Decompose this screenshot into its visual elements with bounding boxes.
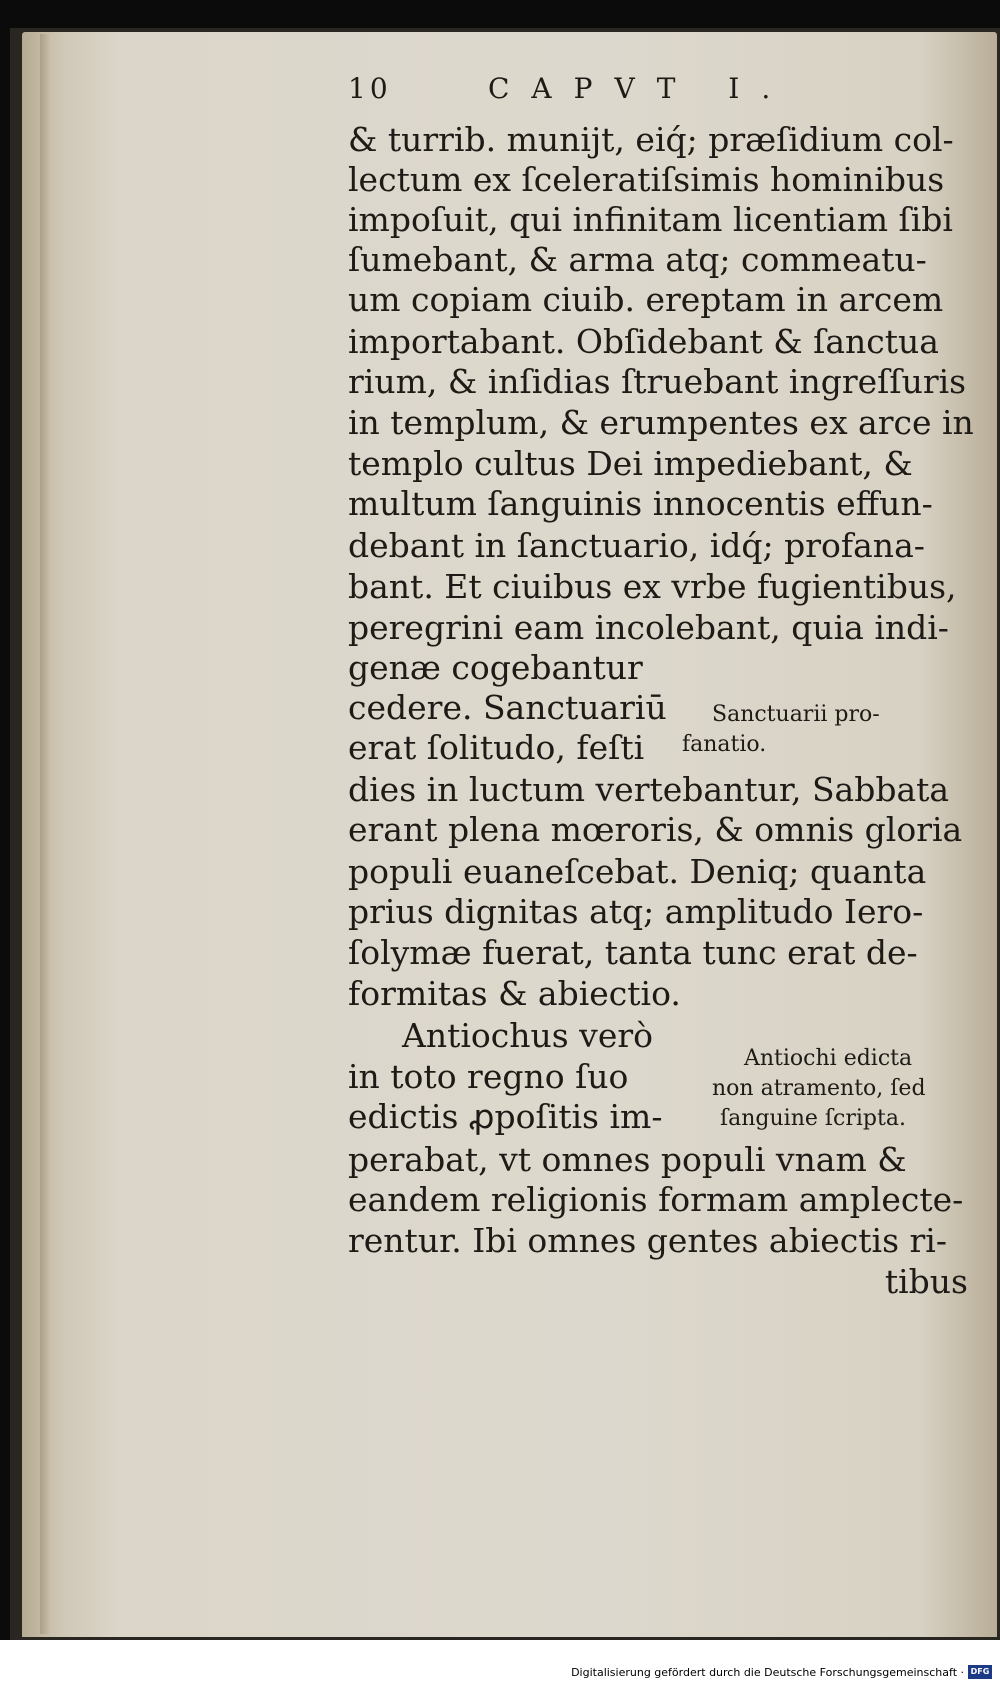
text-line: edictis ꝓpoſitis im-	[348, 1097, 663, 1136]
text-line: prius dignitas atq; amplitudo Iero-	[348, 892, 924, 931]
text-line: rium, & inſidias ſtruebant ingreſſuris	[348, 362, 967, 401]
text-line: ſumebant, & arma atq; commeatu-	[348, 240, 927, 279]
chapter-heading: CAPVT I.	[488, 72, 793, 105]
text-line: erant plena mœroris, & omnis gloria	[348, 810, 963, 849]
text-line: in templum, & erumpentes ex arce in	[348, 403, 974, 442]
text-line: erat ſolitudo, feſti	[348, 728, 645, 767]
text-line: perabat, vt omnes populi vnam &	[348, 1140, 907, 1179]
text-line: eandem religionis formam amplecte-	[348, 1180, 964, 1219]
text-line: ſolymæ fuerat, tanta tunc erat de-	[348, 933, 918, 972]
dfg-logo-icon: DFG	[968, 1665, 992, 1679]
margin-note-line: non atramento, ſed	[712, 1076, 926, 1101]
funding-credit: Digitalisierung gefördert durch die Deutsche Forschungsgemeinschaft ·	[571, 1666, 964, 1679]
text-line: importabant. Obſidebant & ſanctua	[348, 322, 939, 361]
margin-note-line: fanatio.	[682, 732, 767, 757]
margin-note	[682, 700, 880, 760]
text-line: rentur. Ibi omnes gentes abiectis ri-	[348, 1221, 947, 1260]
text-line: templo cultus Dei impediebant, &	[348, 444, 913, 483]
text-line: debant in ſanctuario, idq́; profana-	[348, 526, 925, 565]
text-line: genæ cogebantur	[348, 648, 643, 687]
text-line: formitas & abiectio.	[348, 974, 681, 1013]
margin-note-line: Antiochi edicta	[744, 1046, 913, 1071]
page-number: 10	[348, 72, 392, 105]
text-line: impoſuit, qui infinitam licentiam ſibi	[348, 200, 953, 239]
margin-note	[712, 1044, 926, 1134]
text-line: dies in luctum vertebantur, Sabbata	[348, 770, 950, 809]
text-line: Antiochus verò	[402, 1016, 653, 1055]
text-line: cedere. Sanctuariū	[348, 688, 667, 727]
running-head	[348, 72, 828, 112]
text-line: lectum ex ſceleratiſsimis hominibus	[348, 160, 945, 199]
catchword: tibus	[884, 1262, 968, 1301]
text-line: multum ſanguinis innocentis effun-	[348, 484, 933, 523]
text-line: populi euaneſcebat. Deniq; quanta	[348, 852, 927, 891]
page-gutter	[40, 34, 52, 1634]
text-line: in toto regno ſuo	[348, 1057, 629, 1096]
margin-note-line: Sanctuarii pro-	[712, 702, 880, 727]
text-line: bant. Et ciuibus ex vrbe fugientibus,	[348, 567, 957, 606]
text-line: um copiam ciuib. ereptam in arcem	[348, 280, 944, 319]
text-line: peregrini eam incolebant, quia indi-	[348, 608, 949, 647]
footer	[0, 1660, 1000, 1693]
margin-note-line: ſanguine ſcripta.	[720, 1106, 906, 1131]
text-line: & turrib. munijt, eiq́; præſidium col-	[348, 120, 954, 159]
